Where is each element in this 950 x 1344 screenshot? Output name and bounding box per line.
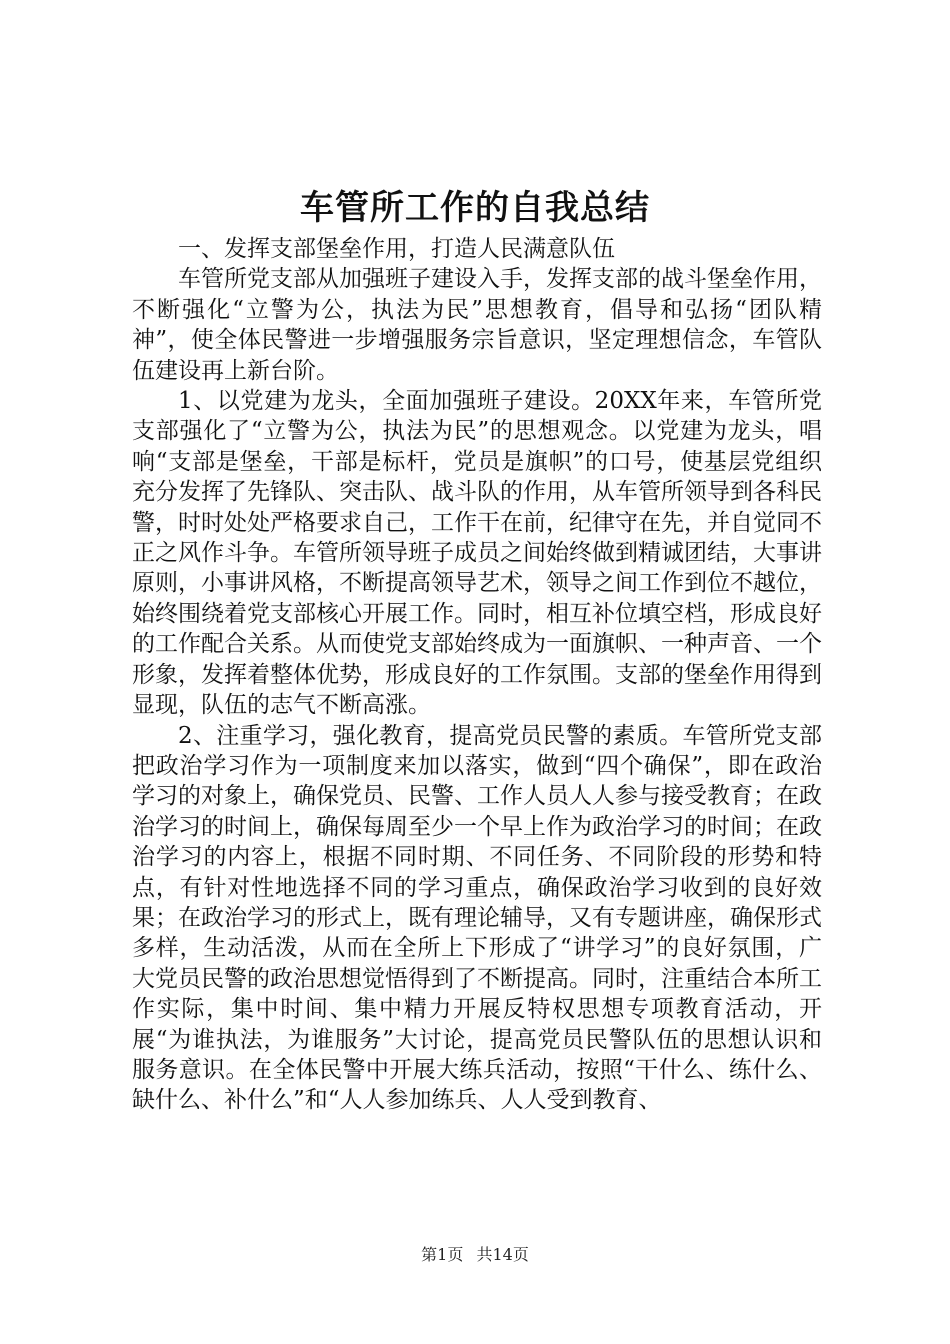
page-number: 第1页 [421,1245,464,1264]
page-total: 共14页 [476,1245,529,1264]
document-body [132,234,822,1116]
document-title: 车管所工作的自我总结 [300,188,650,228]
body-paragraph: 1、以党建为龙头，全面加强班子建设。20XX年来，车管所党支部强化了“立警为公，执法为民”的思想观念。以党建为龙头，唱响“支部是堡垒，干部是标杆，党员是旗帜”的口号，使基层党组织充分发挥了先锋队、突击队、战斗队的作用，从车管所领导到各科民警，时时处处严格要求自己，工作干在前，纪律守在先，并自觉同不正之风作斗争。车管所领导班子成员之间始终做到精诚团结，大事讲原则，小事讲风格，不断提高领导艺术，领导之间工作到位不越位，始终围绕着党支部核心开展工作。同时，相互补位填空档，形成良好的工作配合关系。从而使党支部始终成为一面旗帜、一种声音、一个形象，发挥着整体优势，形成良好的工作氛围。支部的堡垒作用得到显现，队伍的志气不断高涨。 [132,388,822,719]
body-paragraph: 车管所党支部从加强班子建设入手，发挥支部的战斗堡垒作用，不断强化“立警为公，执法为民”思想教育，倡导和弘扬“团队精神”，使全体民警进一步增强服务宗旨意识，坚定理想信念，车管队伍建设再上新台阶。 [132,266,822,384]
section-heading: 一、发挥支部堡垒作用，打造人民满意队伍 [178,236,615,262]
body-paragraph: 2、注重学习，强化教育，提高党员民警的素质。车管所党支部把政治学习作为一项制度来加以落实，做到“四个确保”，即在政治学习的对象上，确保党员、民警、工作人员人人参与接受教育；在政治学习的时间上，确保每周至少一个早上作为政治学习的时间；在政治学习的内容上，根据不同时期、不同任务、不同阶段的形势和特点，有针对性地选择不同的学习重点，确保政治学习收到的良好效果；在政治学习的形式上，既有理论辅导，又有专题讲座，确保形式多样，生动活泼，从而在全所上下形成了“讲学习”的良好氛围，广大党员民警的政治思想觉悟得到了不断提高。同时，注重结合本所工作实际，集中时间、集中精力开展反特权思想专项教育活动，开展“为谁执法，为谁服务”大讨论，提高党员民警队伍的思想认识和服务意识。在全体民警中开展大练兵活动，按照“干什么、练什么、缺什么、补什么”和“人人参加练兵、人人受到教育、 [132,722,822,1114]
page-footer [0,1245,950,1265]
